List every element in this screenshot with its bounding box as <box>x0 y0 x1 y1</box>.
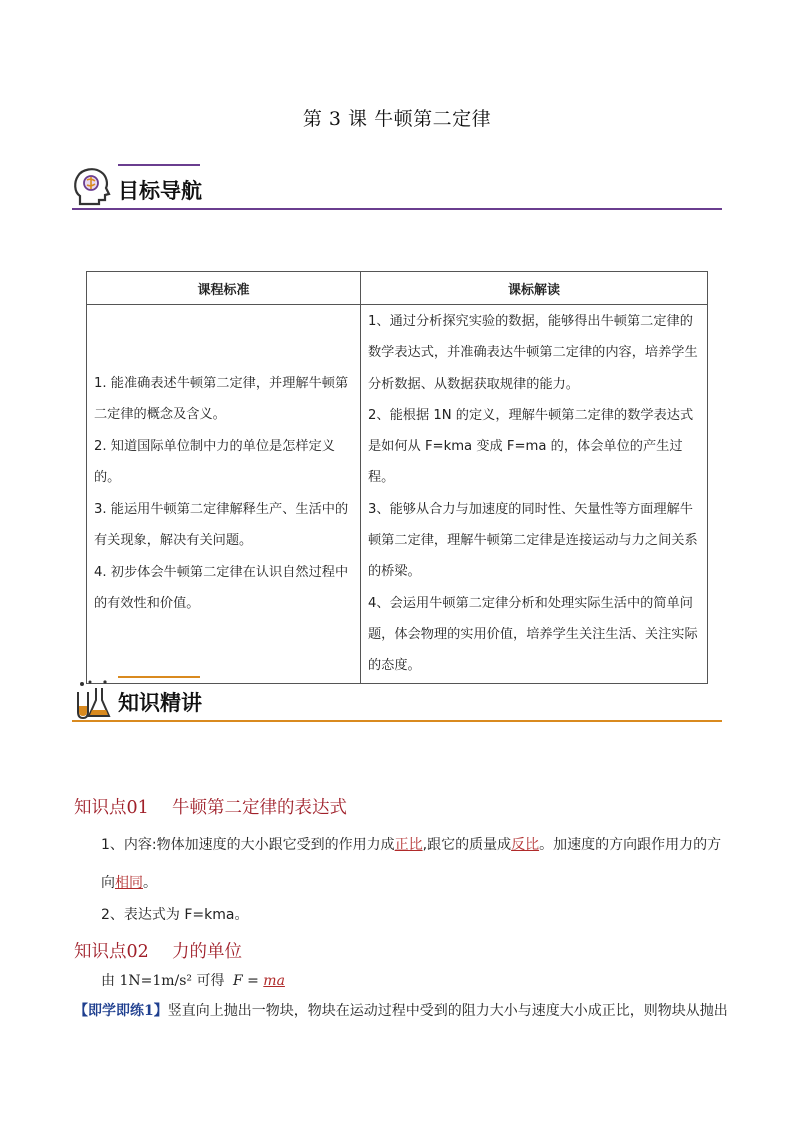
section-divider <box>72 208 722 210</box>
text-run: 由 1N=1m/s² 可得 <box>101 973 225 989</box>
header-accent-line <box>118 164 200 166</box>
knowledge-point-heading <box>74 938 242 963</box>
exercise-text: 竖直向上抛出一物块，物块在运动过程中受到的阻力大小与速度大小成正比，则物块从抛出 <box>167 1003 728 1019</box>
page-title: 第 3 课 牛顿第二定律 <box>302 108 492 130</box>
unit-derivation <box>101 970 285 990</box>
text-run: 1、内容:物体加速度的大小跟它受到的作用力成 <box>101 837 395 853</box>
standard-cell <box>87 305 361 684</box>
text-run: ,跟它的质量成 <box>422 837 512 853</box>
list-item: 3. 能运用牛顿第二定律解释生产、生活中的有关现象，解决有关问题。 <box>94 501 349 549</box>
text-run: F = <box>232 973 264 989</box>
brain-head-icon <box>72 166 112 208</box>
section-divider <box>72 720 722 722</box>
knowledge-point-number: 知识点01 <box>74 798 149 818</box>
column-header-interpretation: 课标解读 <box>361 272 708 305</box>
knowledge-point-heading <box>74 794 347 819</box>
text-run: 。加速度的方向跟作用力的方 <box>539 837 722 853</box>
list-item: 4、会运用牛顿第二定律分析和处理实际生活中的简单问题，体会物理的实用价值，培养学生关注生活、关注实际的态度。 <box>368 595 698 674</box>
table-header-row <box>87 272 708 305</box>
curriculum-table <box>86 271 708 684</box>
section-header-knowledge <box>72 674 722 722</box>
interpretation-cell <box>361 305 708 684</box>
list-item: 1. 能准确表述牛顿第二定律，并理解牛顿第二定律的概念及含义。 <box>94 375 349 423</box>
section-title: 知识精讲 <box>118 691 202 715</box>
section-title: 目标导航 <box>118 179 202 203</box>
list-item: 1、通过分析探究实验的数据，能够得出牛顿第二定律的数学表达式，并准确表达牛顿第二定律的内容，培养学生分析数据、从数据获取规律的能力。 <box>368 314 698 392</box>
answer-blank: 正比 <box>394 837 423 853</box>
text-run: 向 <box>101 875 115 891</box>
paragraph-expression: 2、表达式为 F=kma。 <box>101 907 249 923</box>
list-item: 3、能够从合力与加速度的同时性、矢量性等方面理解牛顿第二定律，理解牛顿第二定律是连接运动与力之间关系的桥梁。 <box>368 501 698 580</box>
list-item: 4. 初步体会牛顿第二定律在认识自然过程中的有效性和价值。 <box>94 564 349 612</box>
answer-blank: 反比 <box>511 837 540 853</box>
section-header-goals <box>72 162 722 210</box>
flask-icon <box>72 678 112 720</box>
exercise-tag: 【即学即练1】 <box>74 1003 168 1019</box>
exercise-line <box>74 1000 734 1020</box>
answer-blank: 相同 <box>115 875 143 891</box>
header-accent-line <box>118 676 200 678</box>
paragraph-content <box>101 835 723 855</box>
list-item: 2、能根据 1N 的定义，理解牛顿第二定律的数学表达式是如何从 F=kma 变成 F=ma 的，体会单位的产生过程。 <box>368 407 694 486</box>
paragraph-content-cont <box>101 872 157 892</box>
answer-blank: ma <box>263 973 285 989</box>
knowledge-point-title: 力的单位 <box>172 942 242 962</box>
knowledge-point-title: 牛顿第二定律的表达式 <box>172 798 347 818</box>
knowledge-point-number: 知识点02 <box>74 942 149 962</box>
text-run: 。 <box>143 875 157 891</box>
table-row <box>87 305 708 684</box>
list-item: 2. 知道国际单位制中力的单位是怎样定义的。 <box>94 438 335 486</box>
column-header-standard: 课程标准 <box>87 272 361 305</box>
